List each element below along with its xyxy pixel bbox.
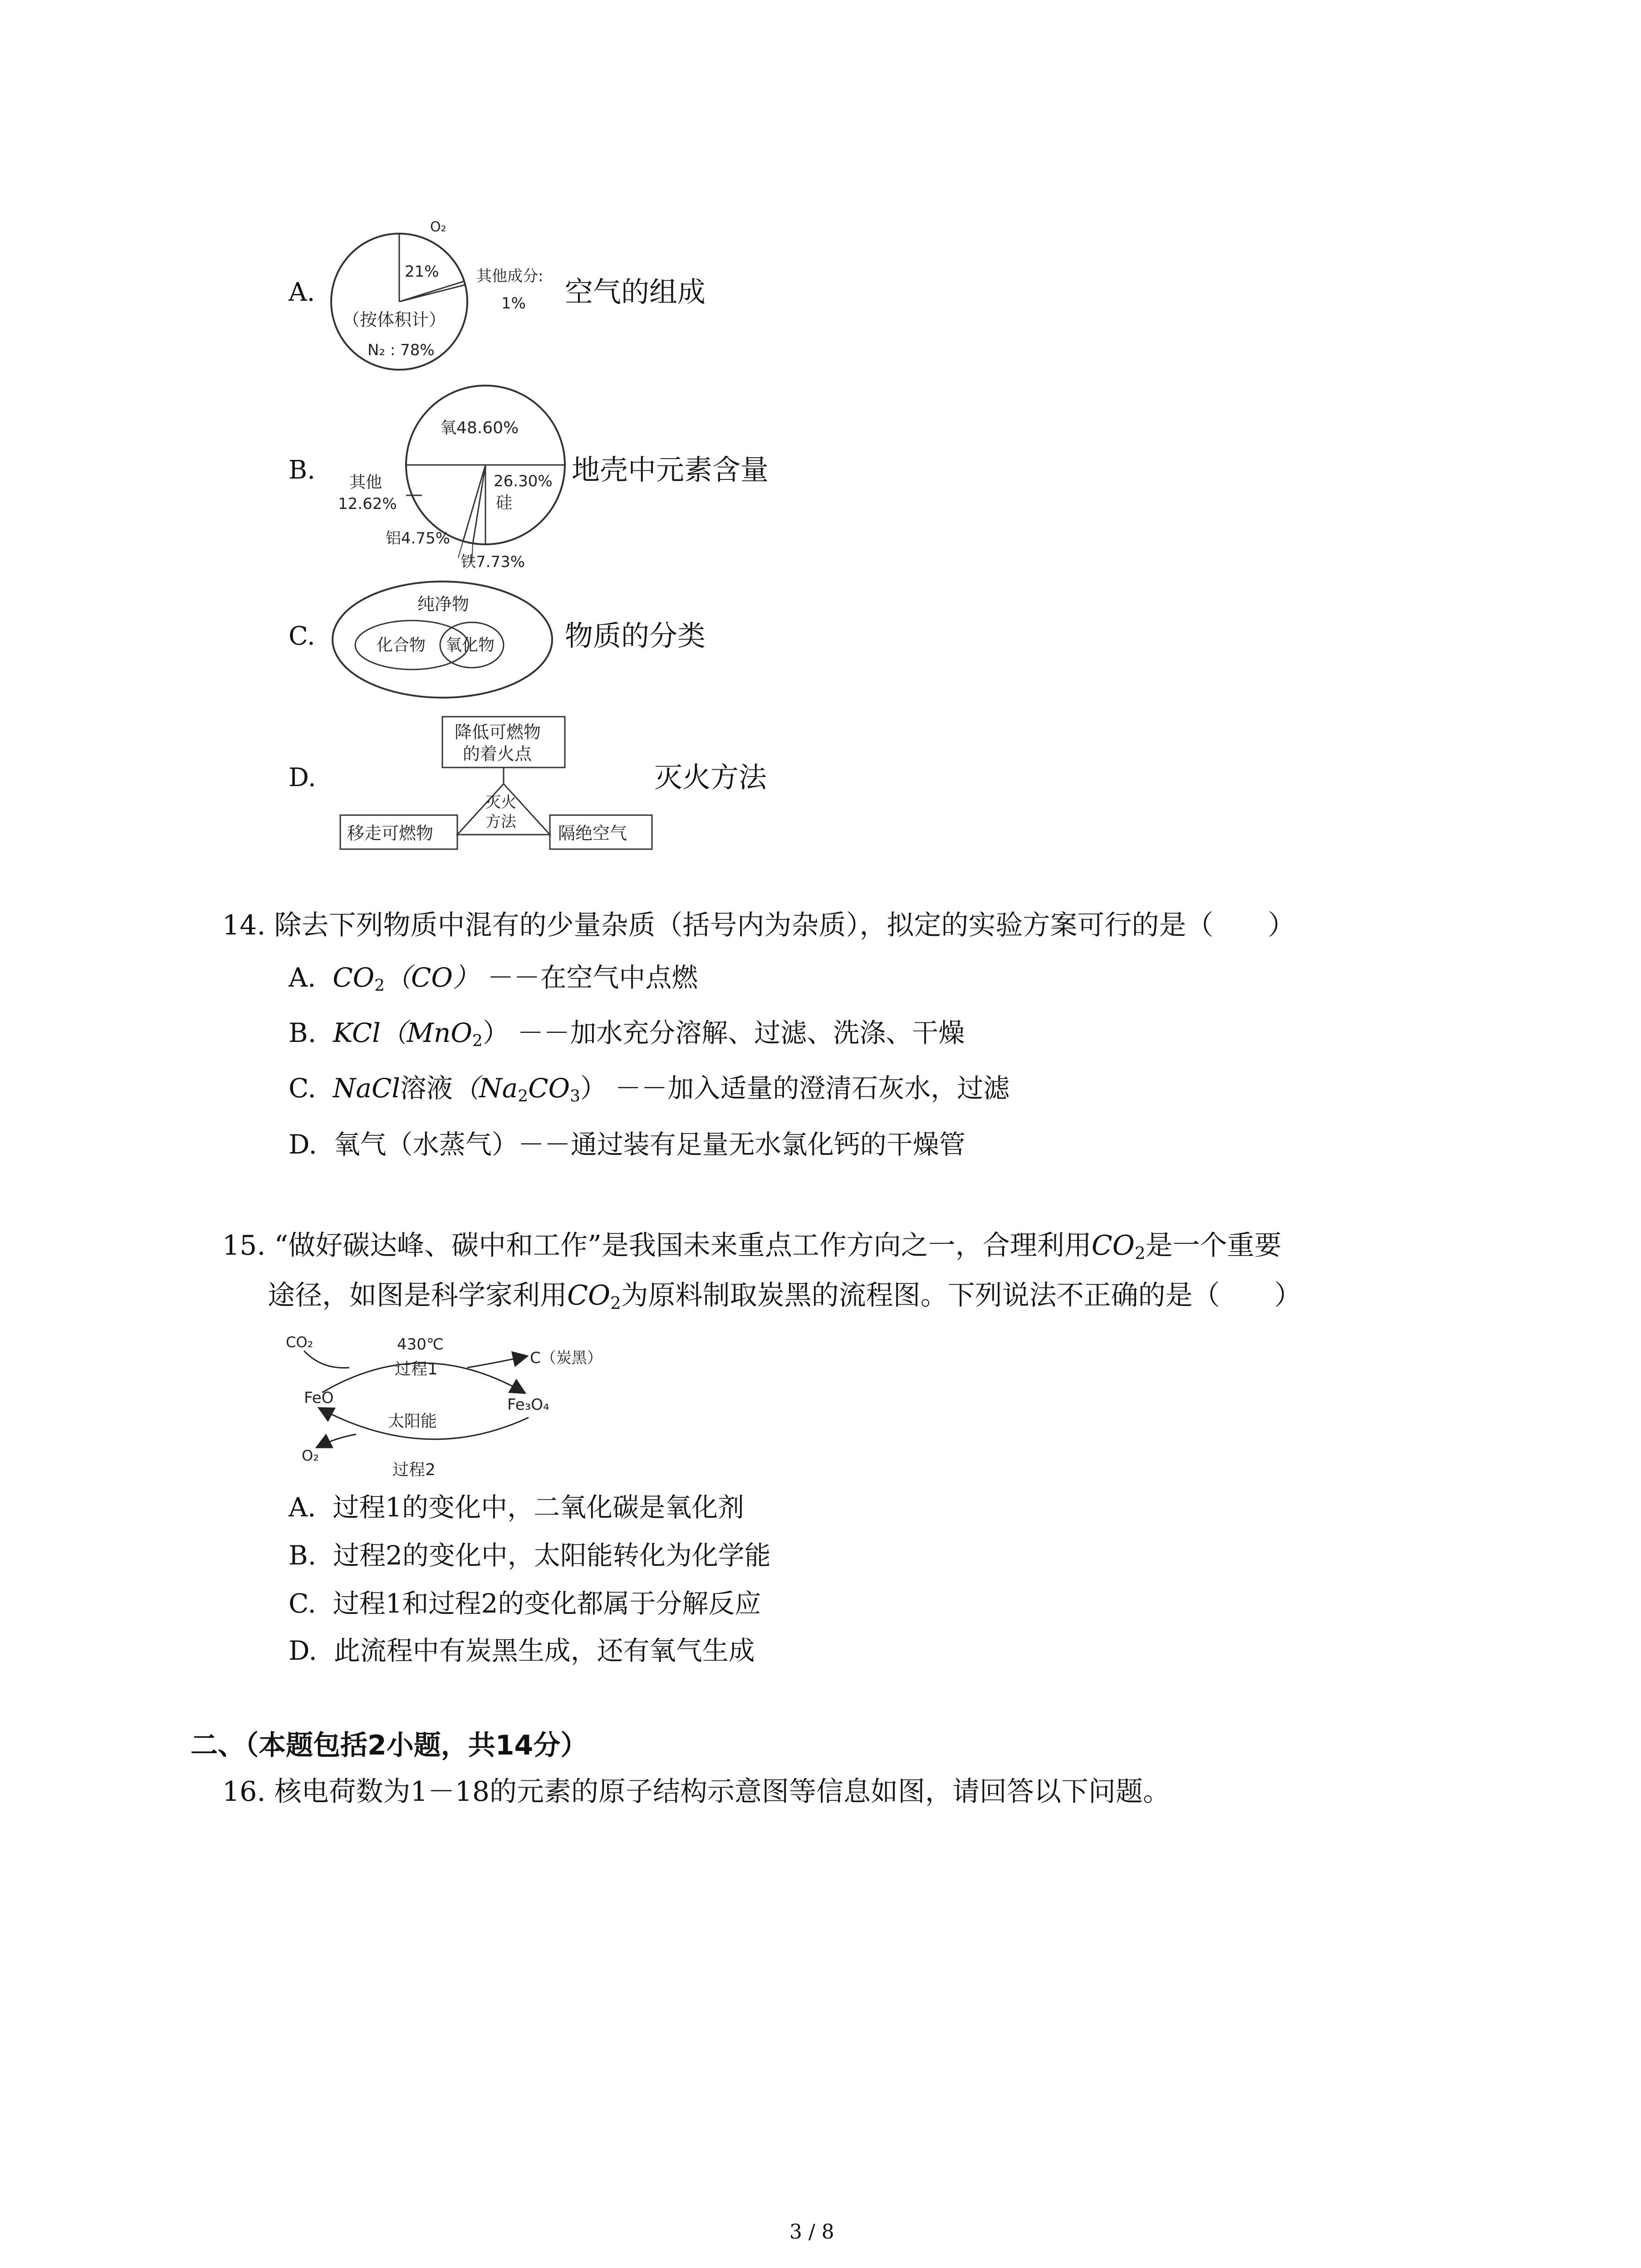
o2-product-label: O₂	[302, 1447, 319, 1464]
option-d-caption: 灭火方法	[654, 761, 767, 794]
silicon-label: 硅	[496, 494, 513, 512]
q14-option-b: B. KCl（MnO$_2$） －－加水充分溶解、过滤、洗涤、干燥	[289, 1017, 965, 1050]
process-2-label: 过程2	[392, 1461, 436, 1479]
temperature-label: 430℃	[397, 1335, 444, 1354]
q15-option-d: D. 此流程中有炭黑生成，还有氧气生成	[289, 1635, 755, 1666]
compound-label: 化合物	[377, 636, 426, 655]
question-16-stem: 16. 核电荷数为1－18的元素的原子结构示意图等信息如图，请回答以下问题。	[222, 1776, 1171, 1808]
pure-substance-label: 纯净物	[417, 594, 470, 614]
q15-option-c: C. 过程1和过程2的变化都属于分解反应	[289, 1588, 761, 1619]
question-15-stem-line1: 15. “做好碳达峰、碳中和工作”是我国未来重点工作方向之一，合理利用$CO_2$是一个重要	[222, 1230, 1282, 1263]
q14-option-d: D. 氧气（水蒸气）－－通过装有足量无水氯化钙的干燥管	[289, 1129, 965, 1160]
substance-classification-diagram	[327, 576, 572, 703]
lower-ignition-point-line2: 的着火点	[463, 744, 532, 764]
oxide-label: 氧化物	[446, 636, 495, 655]
question-15-stem-line2: 途径，如图是科学家利用$CO_2$为原料制取炭黑的流程图。下列说法不正确的是（ ）	[268, 1280, 1302, 1313]
o2-percent: 21%	[405, 263, 439, 281]
option-c-letter: C.	[289, 621, 315, 651]
carbon-black-flow-diagram	[281, 1329, 626, 1483]
other-components-percent: 1%	[501, 294, 526, 313]
other-components-label: 其他成分:	[476, 267, 544, 285]
option-a-caption: 空气的组成	[565, 275, 706, 308]
volume-basis-note: （按体积计）	[343, 310, 446, 330]
crust-elements-pie	[327, 376, 581, 572]
o2-label: O₂	[430, 219, 446, 235]
process-1-label: 过程1	[395, 1360, 438, 1378]
aluminum-label: 铝4.75%	[386, 529, 451, 547]
option-b-letter: B.	[289, 455, 315, 485]
lower-ignition-point-line1: 降低可燃物	[455, 722, 541, 742]
feo-label: FeO	[304, 1389, 334, 1407]
oxygen-label: 氧48.60%	[440, 419, 519, 437]
question-14-stem: 14. 除去下列物质中混有的少量杂质（括号内为杂质），拟定的实验方案可行的是（ ）	[222, 909, 1295, 941]
diagram-center-line2: 方法	[485, 813, 516, 831]
option-a-letter: A.	[289, 278, 315, 307]
diagram-center-line1: 灭火	[485, 793, 516, 811]
option-b-caption: 地壳中元素含量	[572, 453, 769, 486]
co2-label: CO₂	[286, 1334, 314, 1351]
air-composition-pie	[327, 213, 572, 376]
q15-option-b: B. 过程2的变化中，太阳能转化为化学能	[289, 1540, 771, 1571]
q14-option-c: C. NaCl溶液$(Na_2CO_3)$ －－加入适量的澄清石灰水，过滤	[289, 1073, 1010, 1105]
section-2-heading: 二、（本题包括2小题，共14分）	[191, 1730, 588, 1761]
isolate-air-label: 隔绝空气	[558, 823, 627, 843]
q14-option-a: A. $CO_2(CO)$ －－在空气中点燃	[289, 962, 698, 995]
n2-label: N₂ : 78%	[367, 341, 435, 359]
page-number: 3 / 8	[789, 2220, 834, 2244]
solar-energy-label: 太阳能	[388, 1412, 437, 1431]
remove-fuel-label: 移走可燃物	[347, 823, 434, 843]
other-percent: 12.62%	[338, 495, 397, 513]
iron-label: 铁7.73%	[460, 553, 525, 571]
silicon-percent: 26.30%	[494, 472, 553, 490]
fire-extinguishing-diagram	[336, 714, 662, 850]
option-d-letter: D.	[289, 763, 316, 792]
option-c-caption: 物质的分类	[565, 619, 706, 652]
q15-option-a: A. 过程1的变化中，二氧化碳是氧化剂	[289, 1492, 745, 1523]
fe3o4-label: Fe₃O₄	[507, 1396, 549, 1414]
other-label: 其他	[349, 473, 382, 492]
carbon-black-label: C（炭黑）	[530, 1349, 603, 1367]
